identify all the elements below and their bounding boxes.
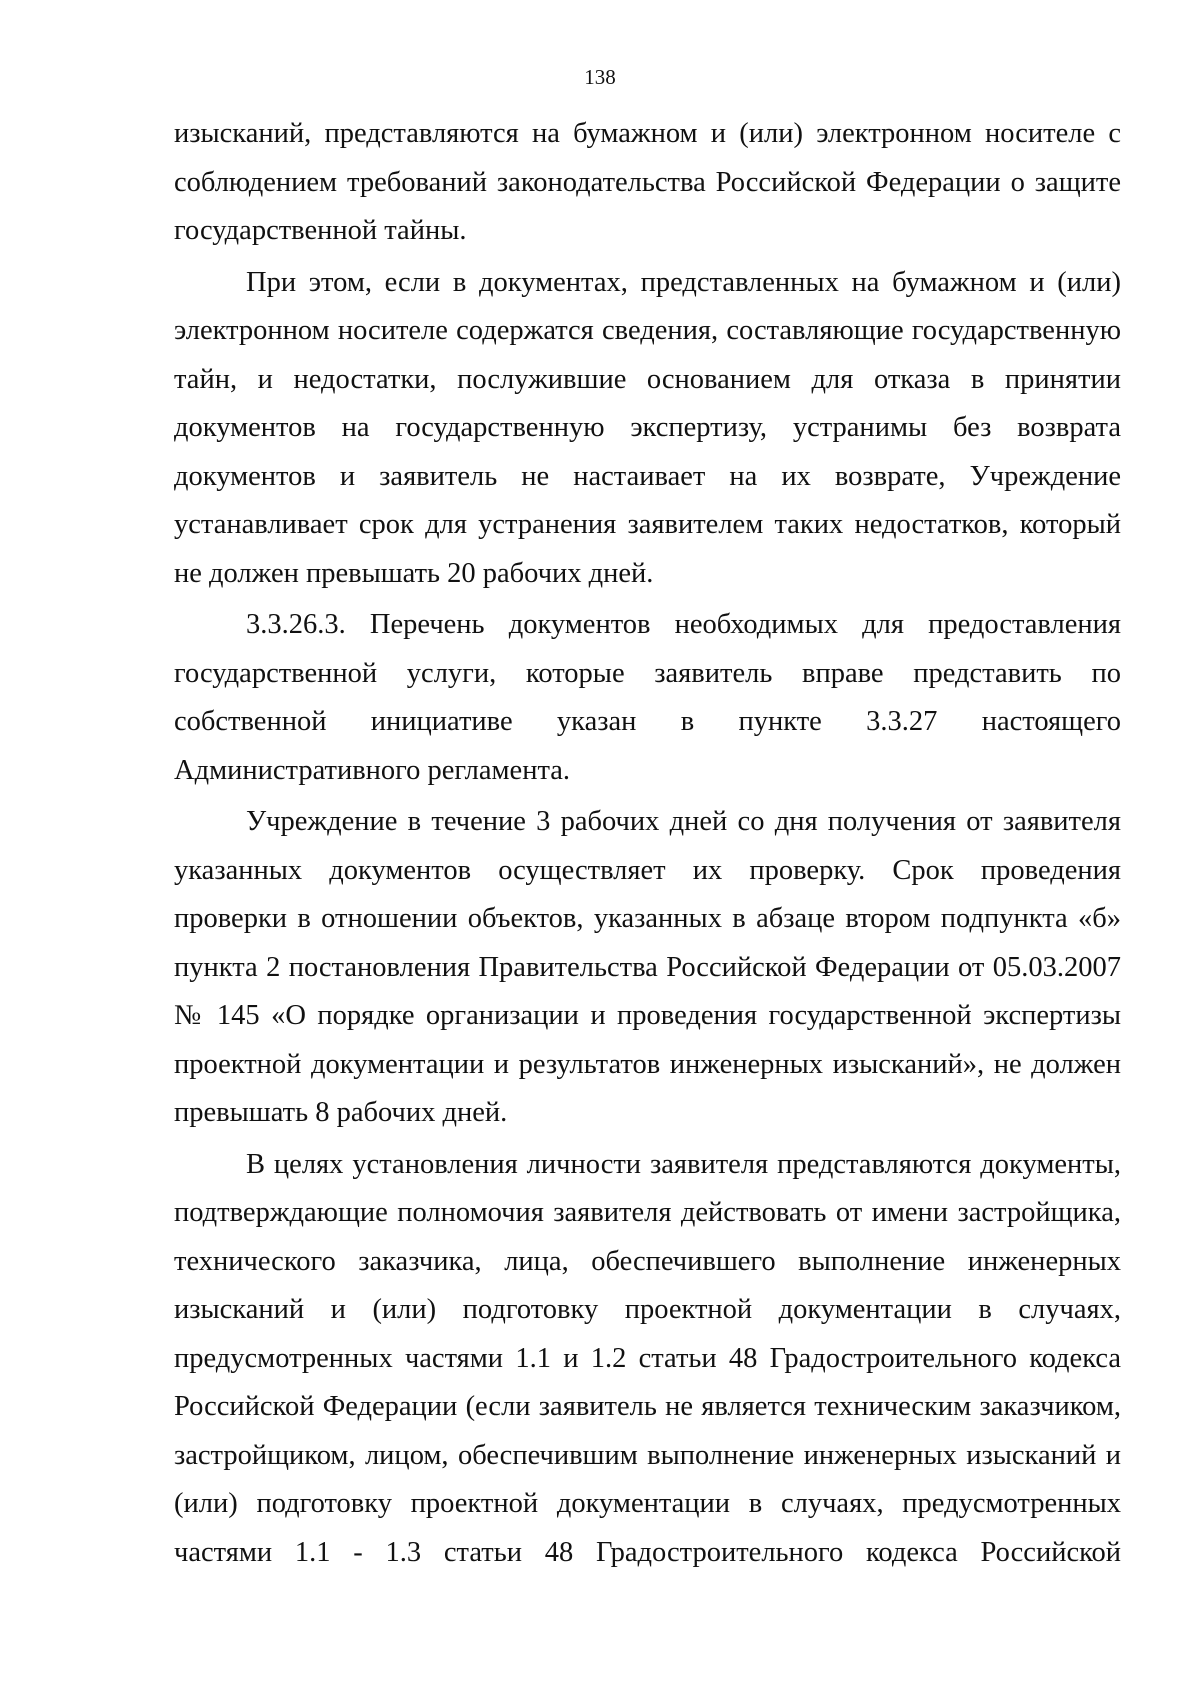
- paragraph-2: [174, 259, 1121, 599]
- text-line: соблюдением требований законодательства Российской Федерации о защите: [174, 166, 1121, 198]
- text-line: проектной документации и результатов инженерных изысканий», не должен: [174, 1048, 1121, 1080]
- text-line: проверки в отношении объектов, указанных в абзаце втором подпункта «б»: [174, 903, 1121, 934]
- text-line: (или) подготовку проектной документации в случаях, предусмотренных: [174, 1488, 1121, 1519]
- text-line: Административного регламента.: [174, 754, 571, 786]
- paragraph-5: [174, 1141, 1121, 1578]
- text-line: технического заказчика, лица, обеспечившего выполнение инженерных: [174, 1245, 1121, 1277]
- text-line: указанных документов осуществляет их проверку. Срок проведения: [174, 854, 1121, 886]
- text-line: государственной услуги, которые заявитель вправе представить по: [174, 657, 1121, 689]
- text-line: собственной инициативе указан в пункте 3.3.27 настоящего: [174, 706, 1121, 737]
- text-line: тайн, и недостатки, послужившие основанием для отказа в принятии: [174, 363, 1121, 395]
- text-line: В целях установления личности заявителя представляются документы,: [246, 1148, 1121, 1180]
- text-line: Российской Федерации (если заявитель не является техническим заказчиком,: [174, 1391, 1121, 1422]
- text-line: документов и заявитель не настаивает на их возврате, Учреждение: [174, 460, 1121, 492]
- text-line: При этом, если в документах, представленных на бумажном и (или): [246, 266, 1121, 298]
- paragraph-4: [174, 798, 1121, 1138]
- paragraph-1: [174, 110, 1121, 256]
- body-text: [174, 110, 1121, 1577]
- text-line: документов на государственную экспертизу, устранимы без возврата: [174, 412, 1121, 443]
- text-line: изысканий и (или) подготовку проектной документации в случаях,: [174, 1294, 1121, 1325]
- paragraph-3: [174, 601, 1121, 795]
- text-line: электронном носителе содержатся сведения, составляющие государственную: [174, 315, 1121, 346]
- text-line: пункта 2 постановления Правительства Российской Федерации от 05.03.2007: [174, 951, 1121, 983]
- page-number: 138: [584, 65, 616, 89]
- text-line: предусмотренных частями 1.1 и 1.2 статьи 48 Градостроительного кодекса: [174, 1342, 1121, 1374]
- text-line: частями 1.1 - 1.3 статьи 48 Градостроительного кодекса Российской: [174, 1536, 1121, 1568]
- text-line: изысканий, представляются на бумажном и (или) электронном носителе с: [174, 118, 1121, 149]
- text-line: не должен превышать 20 рабочих дней.: [174, 557, 654, 589]
- text-line: № 145 «О порядке организации и проведения государственной экспертизы: [174, 1000, 1121, 1031]
- text-line: подтверждающие полномочия заявителя действовать от имени застройщика,: [174, 1197, 1121, 1228]
- text-line: застройщиком, лицом, обеспечившим выполнение инженерных изысканий и: [174, 1439, 1121, 1471]
- text-line: Учреждение в течение 3 рабочих дней со дня получения от заявителя: [246, 806, 1121, 837]
- text-line: устанавливает срок для устранения заявителем таких недостатков, который: [174, 509, 1121, 540]
- text-line: государственной тайны.: [174, 215, 467, 246]
- text-line: превышать 8 рабочих дней.: [174, 1097, 508, 1128]
- text-line: 3.3.26.3. Перечень документов необходимых для предоставления: [246, 609, 1121, 640]
